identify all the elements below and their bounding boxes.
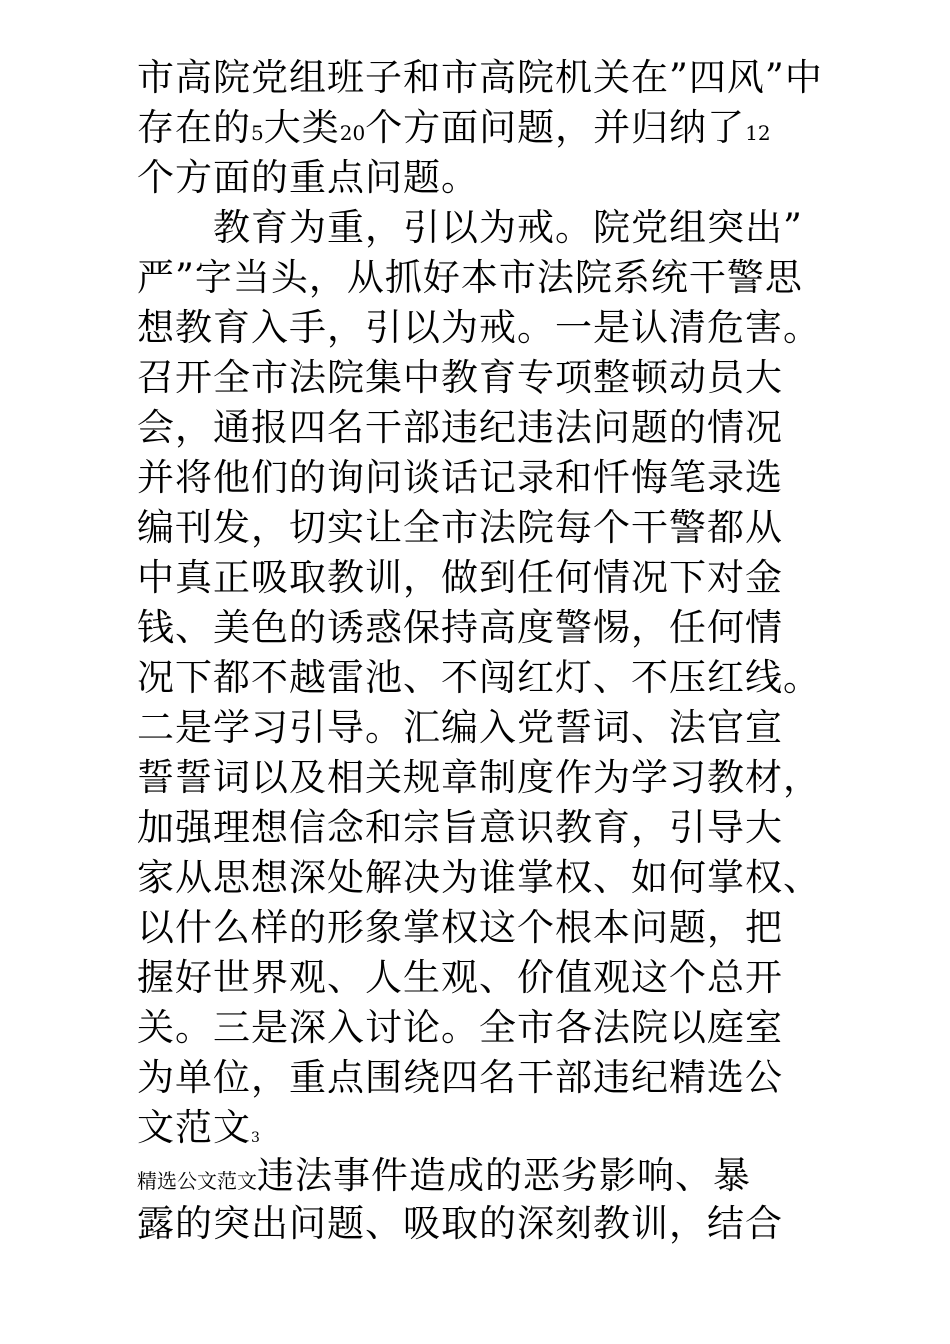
text-line-14: [137, 704, 783, 752]
text-span: 并将他们的询问谈话记录和忏悔笔录选: [137, 456, 783, 499]
text-line-2: [137, 104, 771, 157]
next-page-line-1: [137, 1152, 751, 1205]
text-line-1: [137, 54, 823, 102]
text-span: 露的突出问题、吸取的深刻教训，结合: [137, 1202, 783, 1245]
text-line-11: [137, 554, 783, 602]
number-span: 12: [745, 121, 771, 145]
text-span: 想教育入手，引以为戒。一是认清危害。: [137, 306, 821, 349]
text-line-5: [137, 254, 803, 302]
text-span: 二是学习引导。汇编入党誓词、法官宣: [137, 706, 783, 749]
text-span: 召开全市法院集中教育专项整顿动员大: [137, 356, 783, 399]
text-span: 钱、美色的诱惑保持高度警惕，任何情: [137, 606, 783, 649]
number-span: 5: [251, 121, 264, 145]
text-line-18: [137, 904, 783, 952]
header-label: 精选公文范文: [137, 1169, 257, 1193]
text-span: 违法事件造成的恶劣影响、暴: [257, 1154, 751, 1197]
text-span: 个方面的重点问题。: [137, 156, 479, 199]
text-line-4: [137, 204, 803, 252]
text-span: 严”字当头，从抓好本市法院系统干警思: [137, 256, 803, 299]
text-line-17: [137, 854, 821, 902]
text-span: 中真正吸取教训，做到任何情况下对金: [137, 556, 783, 599]
text-span: 会，通报四名干部违纪违法问题的情况: [137, 406, 783, 449]
page-number: 3: [251, 1130, 260, 1146]
text-line-21: [137, 1054, 783, 1102]
text-span: 加强理想信念和宗旨意识教育，引导大: [137, 806, 783, 849]
text-span: 大类: [263, 106, 340, 149]
text-line-7: [137, 354, 783, 402]
text-line-8: [137, 404, 783, 452]
text-line-10: [137, 504, 783, 552]
text-span: 家从思想深处解决为谁掌权、如何掌权、: [137, 856, 821, 899]
text-line-12: [137, 604, 783, 652]
text-span: 况下都不越雷池、不闯红灯、不压红线。: [137, 656, 821, 699]
text-span: 握好世界观、人生观、价值观这个总开: [137, 956, 783, 999]
text-span: 编刊发，切实让全市法院每个干警都从: [137, 506, 783, 549]
text-line-15: [137, 754, 821, 802]
text-line-13: [137, 654, 821, 702]
text-span: 关。三是深入讨论。全市各法院以庭室: [137, 1006, 783, 1049]
text-line-16: [137, 804, 783, 852]
text-span: 誓誓词以及相关规章制度作为学习教材，: [137, 756, 821, 799]
text-span: 存在的: [137, 106, 251, 149]
text-span: 市高院党组班子和市高院机关在”四风”中: [137, 56, 823, 99]
number-span: 20: [339, 121, 366, 145]
text-line-19: [137, 954, 783, 1002]
text-span: 文范文: [137, 1106, 251, 1149]
text-line-20: [137, 1004, 783, 1052]
text-line-9: [137, 454, 783, 502]
text-line-6: [137, 304, 821, 352]
text-span: 为单位，重点围绕四名干部违纪精选公: [137, 1056, 783, 1099]
text-line-3: [137, 154, 479, 202]
text-span: 教育为重，引以为戒。院党组突出”: [137, 206, 803, 249]
text-span: 个方面问题，并归纳了: [365, 106, 746, 149]
next-page-line-2: [137, 1200, 783, 1248]
text-span: 以什么样的形象掌权这个根本问题，把: [137, 906, 783, 949]
